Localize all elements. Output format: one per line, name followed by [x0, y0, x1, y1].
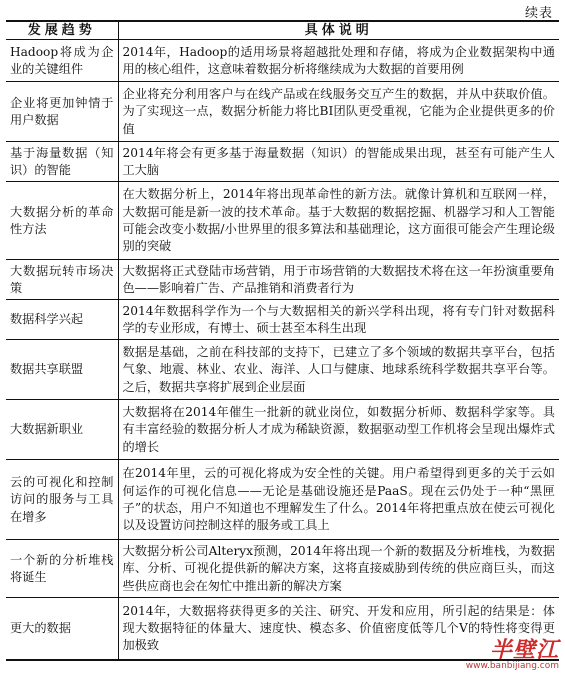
column-header-detail: 具体说明 — [118, 21, 559, 40]
table-row — [6, 182, 559, 260]
table-row — [6, 540, 559, 598]
table-row — [6, 400, 559, 460]
detail-cell: 数据是基础，之前在科技部的支持下，已建立了多个领域的数据共享平台，包括气象、地震、林业、农业、海洋、人口与健康、地球系统科学数据共享平台等。之后，数据共享将扩展到企业层面 — [118, 340, 559, 400]
trend-cell: 更大的数据 — [6, 598, 118, 660]
column-header-trend: 发展趋势 — [6, 21, 118, 40]
table-row — [6, 40, 559, 82]
trend-cell: 大数据新职业 — [6, 400, 118, 460]
detail-cell: 2014年数据科学作为一个与大数据相关的新兴学科出现，将有专门针对数据科学的专业形成，有博士、硕士甚至本科生出现 — [118, 300, 559, 340]
detail-cell: 在大数据分析上，2014年将出现革命性的新方法。就像计算机和互联网一样，大数据可能是新一波的技术革命。基于大数据的数据挖掘、机器学习和人工智能可能会改变小数据/小世界里的很多算法和基础理论，这方面很可能会产生理论级别的突破 — [118, 182, 559, 260]
trend-table — [6, 20, 559, 661]
table-row — [6, 142, 559, 182]
trend-cell: 一个新的分析堆栈将诞生 — [6, 540, 118, 598]
trend-cell: 企业将更加钟情于用户数据 — [6, 82, 118, 142]
detail-cell: 大数据分析公司Alteryx预测，2014年将出现一个新的数据及分析堆栈，为数据库、分析、可视化提供新的解决方案，这将直接威胁到传统的供应商巨头，而这些供应商也会在匆忙中推出新的解决方案 — [118, 540, 559, 598]
watermark-logo: 半壁江 — [489, 637, 559, 663]
detail-cell: 2014年将会有更多基于海量数据（知识）的智能成果出现，甚至有可能产生人工大脑 — [118, 142, 559, 182]
trend-cell: 基于海量数据（知识）的智能 — [6, 142, 118, 182]
table-row — [6, 340, 559, 400]
detail-cell: 大数据将在2014年催生一批新的就业岗位，如数据分析师、数据科学家等。具有丰富经验的数据分析人才成为稀缺资源，数据驱动型工作机将会呈现出爆炸式的增长 — [118, 400, 559, 460]
trend-cell: 数据共享联盟 — [6, 340, 118, 400]
detail-cell: 2014年，大数据将获得更多的关注、研究、开发和应用，所引起的结果是：体现大数据特征的体量大、速度快、模态多、价值密度低等几个V的特性将变得更加极致 — [118, 598, 559, 660]
trend-cell: 大数据分析的革命性方法 — [6, 182, 118, 260]
detail-cell: 在2014年里，云的可视化将成为安全性的关键。用户希望得到更多的关于云如何运作的可视化信息——无论是基础设施还是PaaS。现在云仍处于一种“黑匣子”的状态，用户不知道也不理解发生了什么。2014年将把重点放在使云可视化以及设置访问控制这样的服务或工具上 — [118, 460, 559, 540]
watermark — [466, 639, 559, 671]
detail-cell: 2014年，Hadoop的适用场景将超越批处理和存储，将成为企业数据架构中通用的核心组件，这意味着数据分析将继续成为大数据的首要用例 — [118, 40, 559, 82]
trend-cell: 数据科学兴起 — [6, 300, 118, 340]
table-row — [6, 460, 559, 540]
trend-cell: Hadoop将成为企业的关键组件 — [6, 40, 118, 82]
detail-cell: 企业将充分利用客户与在线产品或在线服务交互产生的数据，并从中获取价值。为了实现这一点，数据分析能力将比BI团队更受重视，它能为企业提供更多的价值 — [118, 82, 559, 142]
continued-label: 续表 — [524, 6, 553, 21]
detail-cell: 大数据将正式登陆市场营销，用于市场营销的大数据技术将在这一年扮演重要角色——影响着广告、产品推销和消费者行为 — [118, 260, 559, 300]
table-row — [6, 260, 559, 300]
trend-cell: 大数据玩转市场决策 — [6, 260, 118, 300]
watermark-url: www.banbijiang.com — [465, 661, 559, 671]
trend-cell: 云的可视化和控制访问的服务与工具在增多 — [6, 460, 118, 540]
table-row — [6, 300, 559, 340]
table-header-row — [6, 21, 559, 40]
table-row — [6, 82, 559, 142]
